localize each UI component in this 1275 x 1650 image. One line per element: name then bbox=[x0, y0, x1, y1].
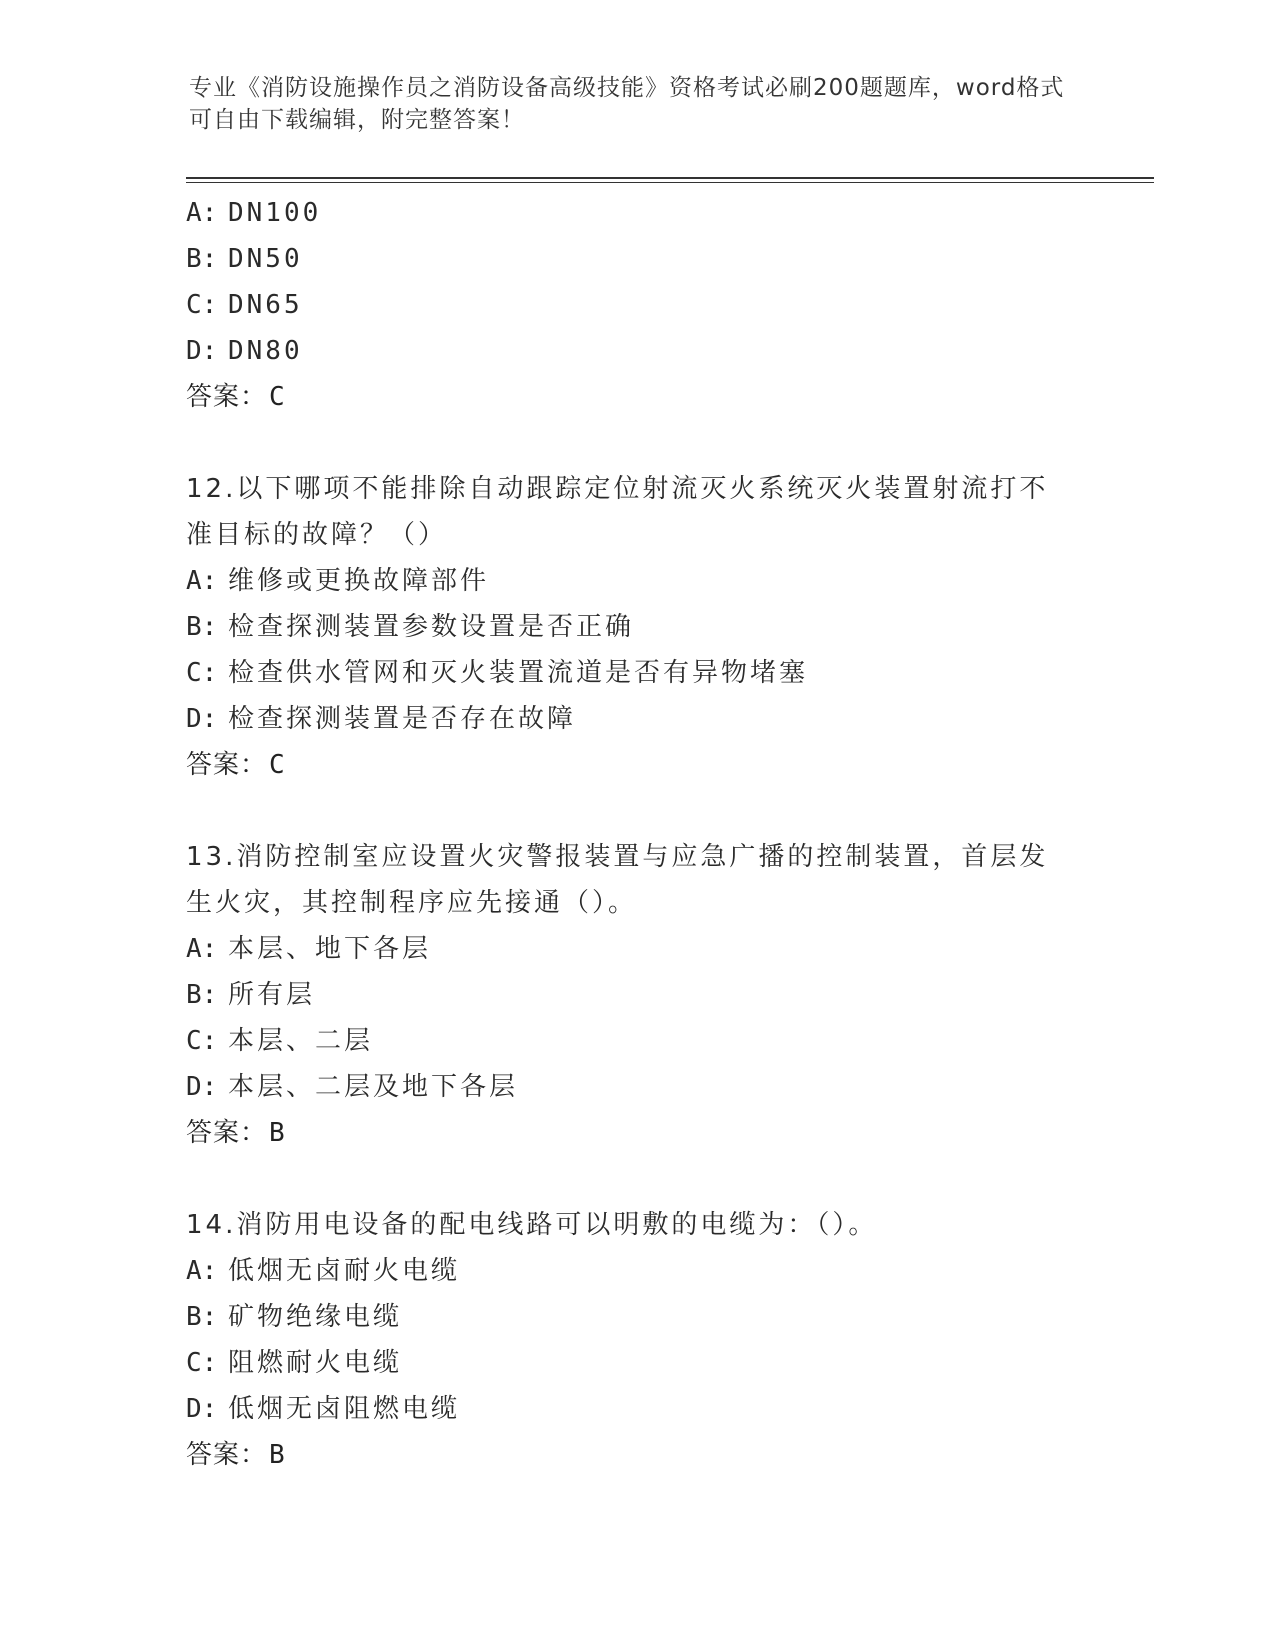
option-d bbox=[186, 696, 1086, 742]
option-a bbox=[186, 558, 1086, 604]
answer-label: 答案： bbox=[186, 1440, 268, 1470]
answer-label: 答案： bbox=[186, 382, 268, 412]
answer-value: B bbox=[269, 1118, 286, 1148]
option-text: DN100 bbox=[228, 198, 322, 228]
option-letter: B: bbox=[186, 1302, 218, 1332]
option-letter: C: bbox=[186, 290, 218, 320]
option-d bbox=[186, 328, 1086, 374]
option-text: 检查探测装置是否存在故障 bbox=[228, 704, 577, 734]
option-letter: D: bbox=[186, 1394, 218, 1424]
option-text: 本层、二层及地下各层 bbox=[228, 1072, 519, 1102]
option-letter: A: bbox=[186, 566, 218, 596]
option-text: DN50 bbox=[228, 244, 303, 274]
option-text: 检查探测装置参数设置是否正确 bbox=[228, 612, 635, 642]
answer-line bbox=[186, 374, 1086, 420]
option-letter: B: bbox=[186, 980, 218, 1010]
option-text: 本层、地下各层 bbox=[228, 934, 432, 964]
option-b bbox=[186, 1294, 1086, 1340]
answer-value: B bbox=[269, 1440, 286, 1470]
answer-value: C bbox=[269, 750, 286, 780]
option-text: 低烟无卤阻燃电缆 bbox=[228, 1394, 461, 1424]
document-header: 专业《消防设施操作员之消防设备高级技能》资格考试必刷200题题库，word格式可自由下载编辑，附完整答案！ bbox=[189, 75, 1065, 133]
spacer bbox=[186, 788, 1086, 834]
option-c bbox=[186, 650, 1086, 696]
answer-line bbox=[186, 1110, 1086, 1156]
option-c bbox=[186, 1340, 1086, 1386]
option-text: 本层、二层 bbox=[228, 1026, 374, 1056]
option-letter: B: bbox=[186, 244, 218, 274]
option-text: 矿物绝缘电缆 bbox=[228, 1302, 403, 1332]
option-text: 所有层 bbox=[228, 980, 316, 1010]
answer-label: 答案： bbox=[186, 750, 268, 780]
question-text: 12.以下哪项不能排除自动跟踪定位射流灭火系统灭火装置射流打不准目标的故障？（） bbox=[186, 474, 1049, 550]
option-a bbox=[186, 926, 1086, 972]
question-block-12 bbox=[186, 466, 1086, 788]
question-block-13 bbox=[186, 834, 1086, 1156]
option-letter: C: bbox=[186, 1348, 218, 1378]
option-c bbox=[186, 1018, 1086, 1064]
option-b bbox=[186, 972, 1086, 1018]
question-block-14 bbox=[186, 1202, 1086, 1478]
header-divider-thin bbox=[186, 182, 1154, 183]
option-letter: D: bbox=[186, 1072, 218, 1102]
option-letter: B: bbox=[186, 612, 218, 642]
question-block-continued bbox=[186, 190, 1086, 420]
option-b bbox=[186, 604, 1086, 650]
answer-label: 答案： bbox=[186, 1118, 268, 1148]
option-text: 维修或更换故障部件 bbox=[228, 566, 490, 596]
option-text: DN65 bbox=[228, 290, 303, 320]
spacer bbox=[186, 420, 1086, 466]
option-text: DN80 bbox=[228, 336, 303, 366]
option-letter: C: bbox=[186, 658, 218, 688]
option-letter: A: bbox=[186, 1256, 218, 1286]
option-c bbox=[186, 282, 1086, 328]
option-text: 阻燃耐火电缆 bbox=[228, 1348, 403, 1378]
spacer bbox=[186, 1156, 1086, 1202]
question-list bbox=[186, 190, 1086, 1478]
option-letter: A: bbox=[186, 198, 218, 228]
header-divider-thick bbox=[186, 177, 1154, 179]
option-d bbox=[186, 1064, 1086, 1110]
option-text: 低烟无卤耐火电缆 bbox=[228, 1256, 461, 1286]
option-text: 检查供水管网和灭火装置流道是否有异物堵塞 bbox=[228, 658, 809, 688]
question-text: 13.消防控制室应设置火灾警报装置与应急广播的控制装置，首层发生火灾，其控制程序应先接通（）。 bbox=[186, 842, 1049, 918]
option-d bbox=[186, 1386, 1086, 1432]
option-a bbox=[186, 190, 1086, 236]
option-a bbox=[186, 1248, 1086, 1294]
option-letter: D: bbox=[186, 704, 218, 734]
question-text: 14.消防用电设备的配电线路可以明敷的电缆为：（）。 bbox=[186, 1210, 878, 1240]
answer-line bbox=[186, 1432, 1086, 1478]
option-letter: A: bbox=[186, 934, 218, 964]
answer-line bbox=[186, 742, 1086, 788]
option-letter: C: bbox=[186, 1026, 218, 1056]
option-b bbox=[186, 236, 1086, 282]
option-letter: D: bbox=[186, 336, 218, 366]
answer-value: C bbox=[269, 382, 286, 412]
